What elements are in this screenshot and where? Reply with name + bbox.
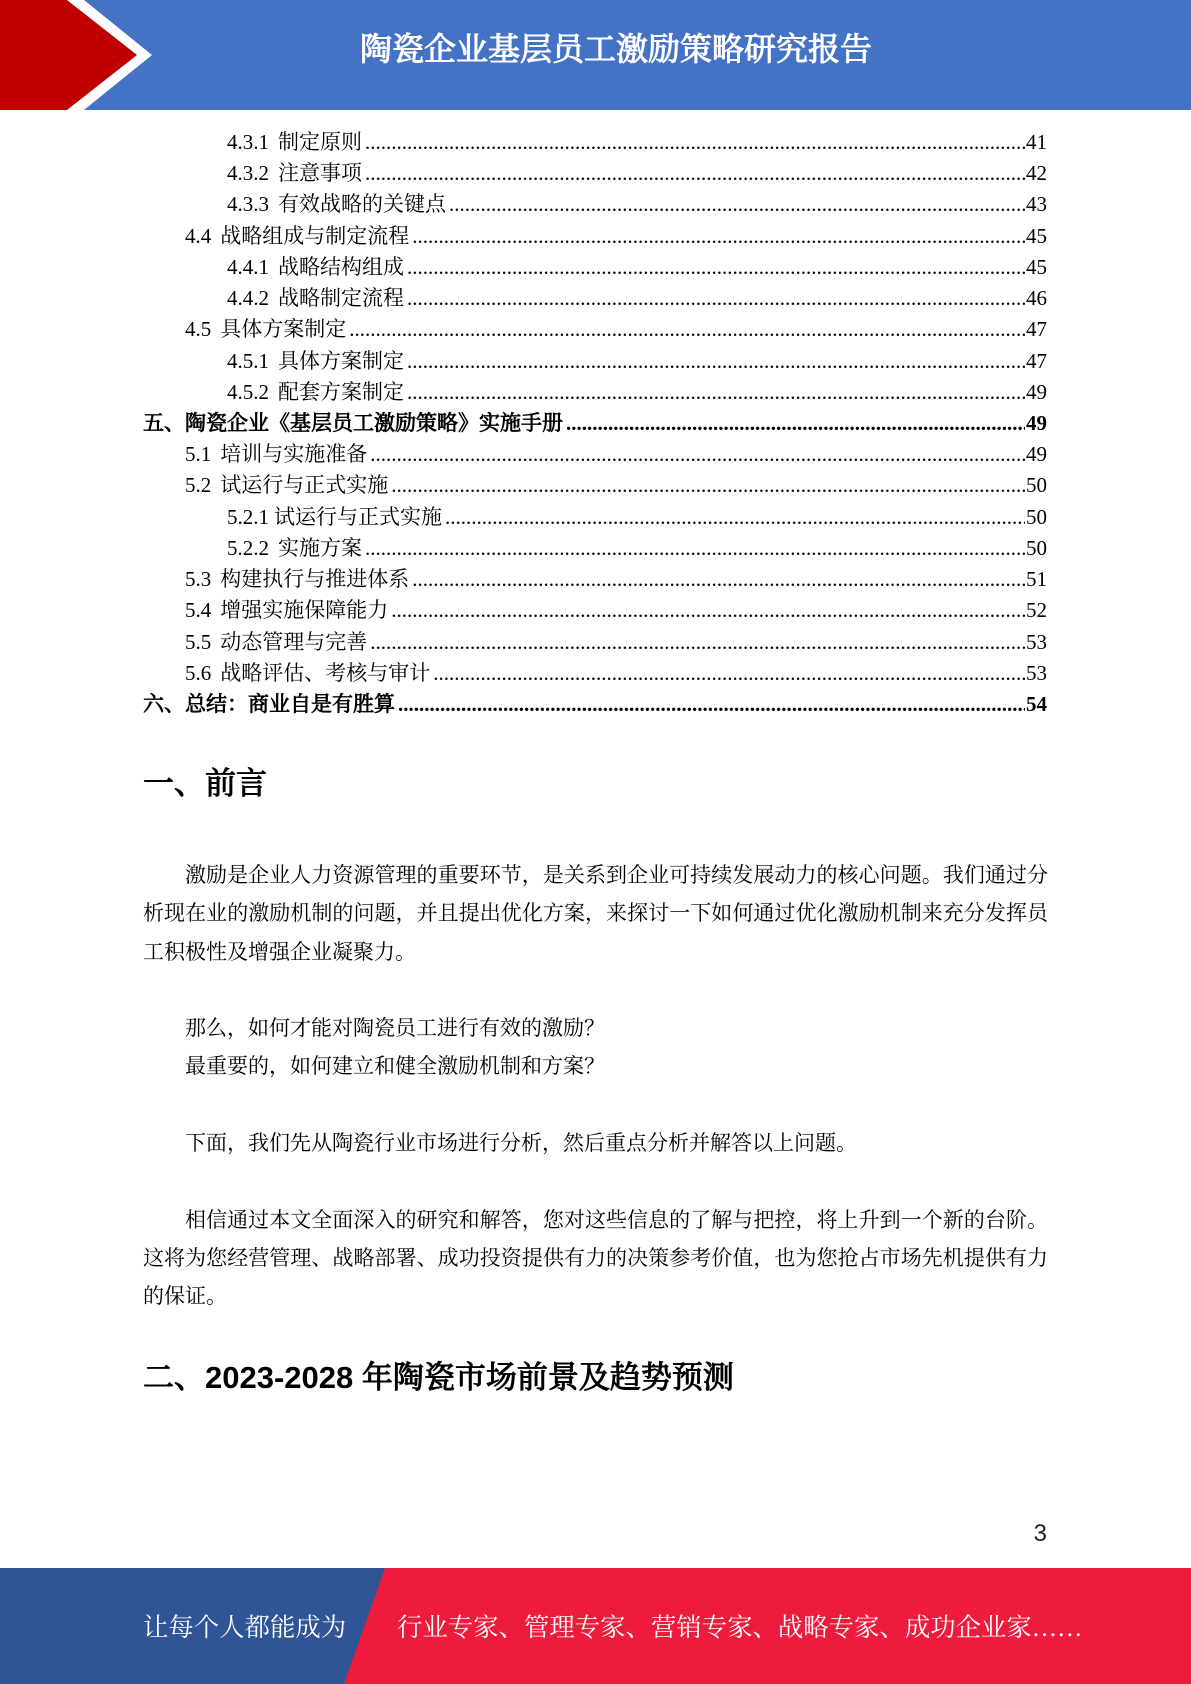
page-header-banner xyxy=(0,0,1191,110)
toc-dot-leader xyxy=(407,252,1025,283)
toc-entry-title: 配套方案制定 xyxy=(278,379,404,404)
toc-dot-leader xyxy=(407,346,1025,377)
toc-entry[interactable] xyxy=(143,221,1047,252)
toc-entry[interactable] xyxy=(143,252,1047,283)
toc-entry-page-number: 47 xyxy=(1026,317,1047,342)
body-paragraph: 最重要的，如何建立和健全激励机制和方案？ xyxy=(185,1054,605,1079)
toc-entry-title: 战略制定流程 xyxy=(278,286,404,311)
toc-entry-title: 战略评估、考核与审计 xyxy=(220,660,431,685)
toc-entry-number: 4.4.1 xyxy=(227,254,269,279)
toc-entry-page-number: 51 xyxy=(1026,567,1047,592)
toc-dot-leader xyxy=(370,439,1025,470)
toc-dot-leader xyxy=(449,189,1025,220)
toc-entry-title: 试运行与正式实施 xyxy=(274,504,442,529)
page-number: 3 xyxy=(1033,1520,1047,1547)
toc-entry-title: 试运行与正式实施 xyxy=(220,473,389,498)
body-paragraph: 相信通过本文全面深入的研究和解答，您对这些信息的了解与把控，将上升到一个新的台阶。这将为您经营管理、战略部署、成功投资提供有力的决策参考价值，也为您抢占市场先机提供有力的保证。 xyxy=(143,1207,1048,1309)
toc-entry-title: 注意事项 xyxy=(278,161,362,186)
toc-entry[interactable] xyxy=(143,564,1047,595)
toc-entry-page-number: 50 xyxy=(1026,504,1047,529)
toc-entry[interactable] xyxy=(143,283,1047,314)
toc-entry-title: 战略结构组成 xyxy=(278,254,404,279)
toc-entry-title: 具体方案制定 xyxy=(278,348,404,373)
toc-dot-leader xyxy=(365,127,1025,158)
toc-entry-page-number: 49 xyxy=(1026,379,1047,404)
toc-dot-leader xyxy=(398,689,1025,720)
toc-entry-title: 有效战略的关键点 xyxy=(278,192,446,217)
toc-entry-page-number: 50 xyxy=(1026,535,1047,560)
toc-chapter-entry[interactable] xyxy=(143,408,1047,439)
toc-entry-number: 4.3.2 xyxy=(227,161,269,186)
toc-entry-title: 陶瓷企业《基层员工激励策略》实施手册 xyxy=(185,410,563,435)
toc-entry-number: 5.2 xyxy=(185,473,212,498)
toc-entry-page-number: 42 xyxy=(1026,161,1047,186)
toc-entry-page-number: 46 xyxy=(1026,286,1047,311)
toc-entry-number: 4.4 xyxy=(185,223,212,248)
toc-entry-page-number: 45 xyxy=(1026,223,1047,248)
toc-entry[interactable] xyxy=(143,595,1047,626)
toc-dot-leader xyxy=(391,470,1025,501)
toc-entry-page-number: 54 xyxy=(1026,691,1047,716)
toc-dot-leader xyxy=(412,564,1025,595)
toc-entry-title: 制定原则 xyxy=(278,130,362,154)
toc-entry[interactable] xyxy=(143,346,1047,377)
toc-dot-leader xyxy=(445,502,1025,533)
footer-slogan-roles: 行业专家、管理专家、营销专家、战略专家、成功企业家…… xyxy=(397,1614,1083,1642)
toc-entry-number: 4.4.2 xyxy=(227,286,269,311)
toc-entry-page-number: 47 xyxy=(1026,348,1047,373)
toc-entry-page-number: 49 xyxy=(1026,442,1047,467)
toc-entry[interactable] xyxy=(143,627,1047,658)
toc-entry-number: 5.4 xyxy=(185,598,212,623)
toc-entry-number: 五、 xyxy=(143,410,185,435)
toc-entry-number: 4.5 xyxy=(185,317,212,342)
toc-entry-page-number: 43 xyxy=(1026,192,1047,217)
body-paragraph: 那么，如何才能对陶瓷员工进行有效的激励？ xyxy=(185,1016,605,1041)
toc-entry[interactable] xyxy=(143,158,1047,189)
toc-dot-leader xyxy=(412,221,1025,252)
toc-entry-title: 构建执行与推进体系 xyxy=(220,567,410,592)
toc-entry[interactable] xyxy=(143,658,1047,689)
toc-entry-number: 4.3.3 xyxy=(227,192,269,217)
toc-dot-leader xyxy=(566,408,1025,439)
page-footer-banner xyxy=(0,1568,1191,1684)
toc-entry-page-number: 53 xyxy=(1026,660,1047,685)
toc-entry-page-number: 53 xyxy=(1026,629,1047,654)
toc-entry-page-number: 52 xyxy=(1026,598,1047,623)
toc-entry-page-number: 49 xyxy=(1026,410,1047,435)
toc-dot-leader xyxy=(391,595,1025,626)
toc-entry-number: 5.2.2 xyxy=(227,535,269,560)
footer-slogan-lead: 让每个人都能成为 xyxy=(143,1614,347,1642)
toc-dot-leader xyxy=(407,283,1025,314)
toc-entry-title: 战略组成与制定流程 xyxy=(220,223,410,248)
table-of-contents xyxy=(143,127,1047,720)
toc-entry-title: 动态管理与完善 xyxy=(220,629,368,654)
toc-entry[interactable] xyxy=(143,189,1047,220)
body-paragraph: 下面，我们先从陶瓷行业市场进行分析，然后重点分析并解答以上问题。 xyxy=(185,1131,857,1156)
toc-entry[interactable] xyxy=(143,470,1047,501)
toc-entry[interactable] xyxy=(143,377,1047,408)
toc-entry-number: 5.6 xyxy=(185,660,212,685)
toc-dot-leader xyxy=(365,533,1025,564)
toc-entry-number: 5.3 xyxy=(185,567,212,592)
toc-entry-title: 增强实施保障能力 xyxy=(220,598,389,623)
report-title: 陶瓷企业基层员工激励策略研究报告 xyxy=(359,31,872,67)
foreword-body xyxy=(143,856,1048,1316)
toc-entry[interactable] xyxy=(143,533,1047,564)
toc-entry-title: 具体方案制定 xyxy=(220,317,347,342)
body-paragraph: 激励是企业人力资源管理的重要环节，是关系到企业可持续发展动力的核心问题。我们通过分析现在业的激励机制的问题，并且提出优化方案，来探讨一下如何通过优化激励机制来充分发挥员工积极性及增强企业凝聚力。 xyxy=(143,863,1048,964)
toc-dot-leader xyxy=(370,627,1025,658)
toc-entry-number: 5.5 xyxy=(185,629,212,654)
toc-dot-leader xyxy=(365,158,1025,189)
section-heading-foreword: 一、前言 xyxy=(143,766,267,801)
toc-entry-number: 4.5.1 xyxy=(227,348,269,373)
toc-entry-title: 培训与实施准备 xyxy=(220,442,368,467)
toc-dot-leader xyxy=(349,314,1025,345)
toc-entry-title: 实施方案 xyxy=(278,535,362,560)
toc-entry[interactable] xyxy=(143,127,1047,158)
toc-dot-leader xyxy=(433,658,1025,689)
toc-entry-number: 5.2.1 xyxy=(227,504,269,529)
toc-entry-page-number: 41 xyxy=(1026,130,1047,154)
section-heading-market-outlook: 二、2023-2028 年陶瓷市场前景及趋势预测 xyxy=(143,1360,734,1395)
toc-entry-number: 5.1 xyxy=(185,442,212,467)
toc-entry-number: 4.5.2 xyxy=(227,379,269,404)
toc-entry-title: 总结：商业自是有胜算 xyxy=(185,691,395,716)
toc-entry-number: 六、 xyxy=(143,691,185,716)
toc-entry-page-number: 45 xyxy=(1026,254,1047,279)
toc-entry[interactable] xyxy=(143,502,1047,533)
toc-entry-page-number: 50 xyxy=(1026,473,1047,498)
toc-entry-number: 4.3.1 xyxy=(227,130,269,154)
toc-dot-leader xyxy=(407,377,1025,408)
toc-chapter-entry[interactable] xyxy=(143,689,1047,720)
toc-entry[interactable] xyxy=(143,314,1047,345)
toc-entry[interactable] xyxy=(143,439,1047,470)
